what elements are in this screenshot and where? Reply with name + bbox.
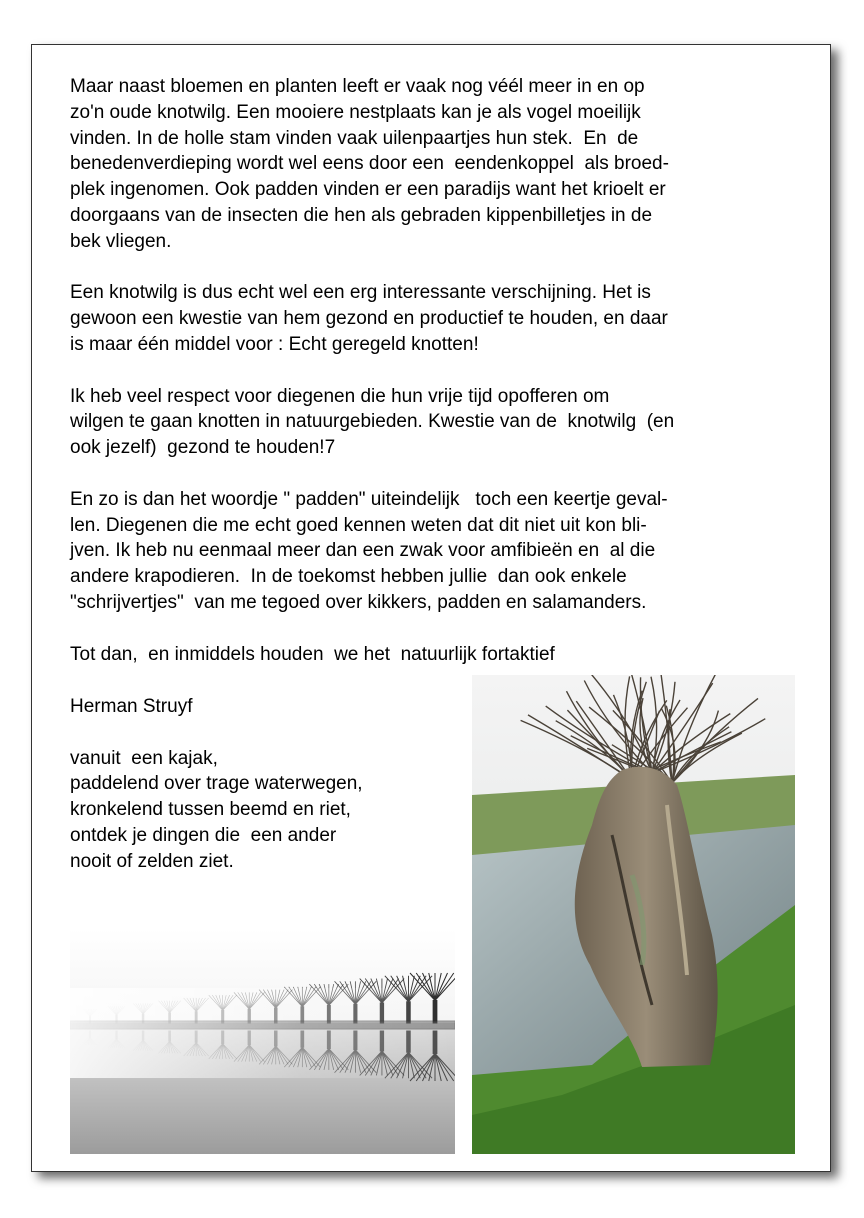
- paragraph-toads: En zo is dan het woordje " padden" uiteindelijk toch een keertje geval- len. Diegenen die me echt goed kennen weten dat dit niet uit kon bli- jven. Ik heb nu eenmaal meer dan een zwak voor amfibieën en al die andere krapodieren. In de toekomst hebben jullie dan ook enkele "schrijvertjes" van me tegoed over kikkers, padden en salamanders.: [70, 488, 668, 613]
- paragraph-closing: Tot dan, en inmiddels houden we het natuurlijk fortaktief: [70, 643, 555, 665]
- paragraph-respect: Ik heb veel respect voor diegenen die hun vrije tijd opofferen om wilgen te gaan knotten in natuurgebieden. Kwestie van de knotwilg (en ook jezelf) gezond te houden!7: [70, 385, 675, 459]
- photo-foggy-willows: [70, 928, 455, 1154]
- author-signature: Herman Struyf: [70, 696, 193, 717]
- poem: vanuit een kajak, paddelend over trage waterwegen, kronkelend tussen beemd en riet, ontdek je dingen die een ander nooit of zelden ziet.: [70, 747, 363, 872]
- paragraph-wildlife: Maar naast bloemen en planten leeft er vaak nog véél meer in en op zo'n oude knotwilg. Een mooiere nestplaats kan je als vogel moeilijk vinden. In de holle stam vinden vaak uilenpaartjes hun stek. En de benedenverdieping wordt wel eens door een eendenkoppel als broed- plek ingenomen. Ook padden vinden er een paradijs want het krioelt er doorgaans van de insecten die hen als gebraden kippenbilletjes in de bek vliegen.: [70, 76, 669, 252]
- photo-pollard-willow: [472, 675, 795, 1154]
- article-body: [70, 74, 810, 693]
- signature-block: [70, 694, 470, 900]
- document-page: [31, 44, 831, 1172]
- paragraph-pollarding: Een knotwilg is dus echt wel een erg interessante verschijning. Het is gewoon een kwestie van hem gezond en productief te houden, en daar is maar één middel voor : Echt geregeld knotten!: [70, 282, 668, 355]
